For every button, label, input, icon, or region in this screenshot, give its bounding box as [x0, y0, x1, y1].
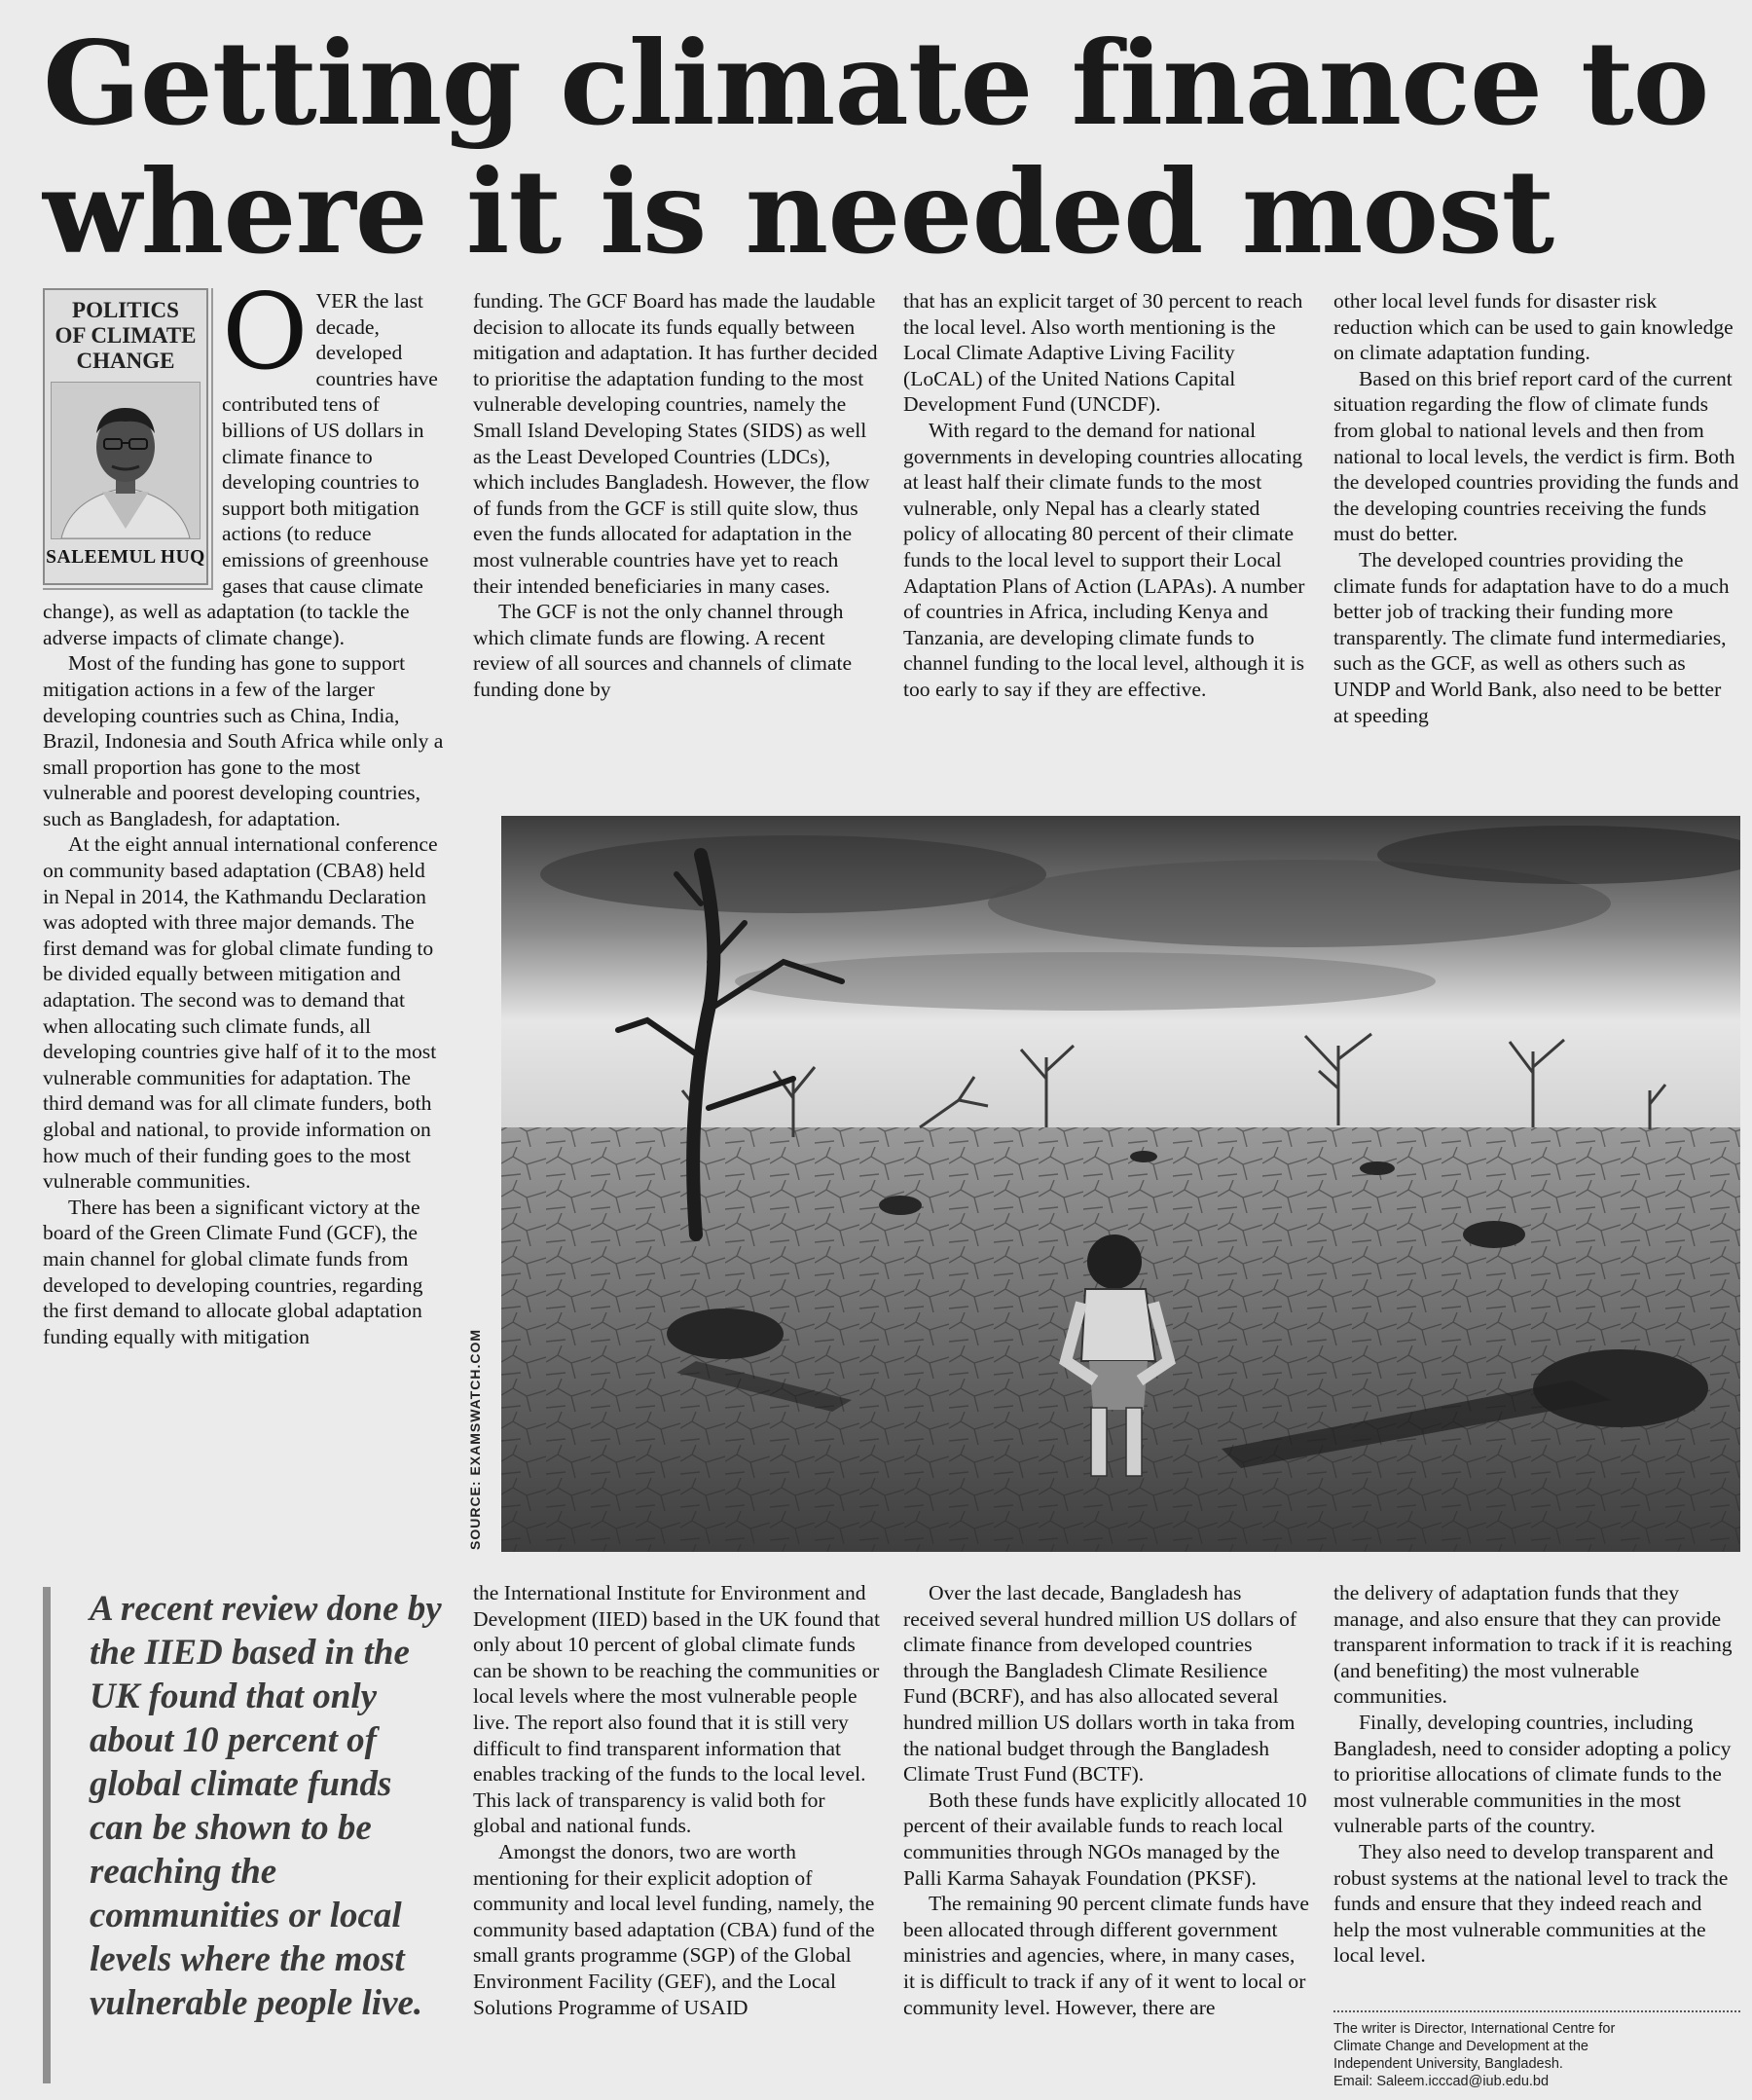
drought-landscape-icon: [501, 816, 1740, 1552]
article-column-3-bottom: [903, 1580, 1310, 2096]
author-photo-icon: [52, 383, 200, 538]
pull-quote: A recent review done by the IIED based in the UK found that only about 10 percent of global climate funds can be shown to be reaching the communities or local levels where the most vulnerable people live.: [43, 1587, 452, 2083]
paragraph: funding. The GCF Board has made the laudable decision to allocate its funds equally between mitigation and adaptation. It has further decided to prioritise the adaptation funding to the most vulnerable developing countries, namely the Small Island Developing States (SIDS) as well as the Least Developed Countries (LDCs), which includes Bangladesh. However, the flow of funds from the GCF is still quite slow, thus even the funds allocated for adaptation in the most vulnerable countries have yet to reach their intended beneficiaries in many cases.: [473, 289, 878, 598]
paragraph: the International Institute for Environment and Development (IIED) based in the UK found that only about 10 percent of global climate funds can be shown to be reaching the communities or local levels where the most vulnerable people live. The report also found that it is still very difficult to find transparent information that enables tracking of the funds to the local level. This lack of transparency is valid both for global and national funds.: [473, 1581, 880, 1838]
drop-cap: O: [222, 288, 309, 393]
paragraph: VER the last decade, developed countries have contributed tens of billions of US dollars in climate finance to developing countries to support both mitigation actions (to reduce emissions of greenhouse gases that cause climate change), as well as adaptation (to tackle the adverse impacts of climate change).: [43, 289, 438, 649]
headline-line-1: Getting climate finance to: [43, 16, 1709, 151]
paragraph: The remaining 90 percent climate funds have been allocated through different government ministries and agencies, where, in many cases, it is difficult to track if any of it went to local or community level. However, there are: [903, 1892, 1309, 2019]
paragraph: The GCF is not the only channel through which climate funds are flowing. A recent review of all sources and channels of climate funding done by: [473, 600, 853, 701]
paragraph: that has an explicit target of 30 percent to reach the local level. Also worth mentioning is the Local Climate Adaptive Living Facility (LoCAL) of the United Nations Capital Development Fund (UNCDF).: [903, 289, 1303, 417]
article-column-1: [43, 288, 444, 1556]
paragraph: With regard to the demand for national governments in developing countries allocating at least half their climate funds to the most vulnerable, only Nepal has a clearly stated policy of allocating 80 percent of their climate funds to the local level to support their Local Adaptation Plans of Action (LAPAs). A number of countries in Africa, including Kenya and Tanzania, are developing climate funds to channel funding to the local level, although it is too early to say if they are effective.: [903, 418, 1305, 701]
article-column-2-bottom: [473, 1580, 880, 2096]
paragraph: At the eight annual international conference on community based adaptation (CBA8) held in Nepal in 2014, the Kathmandu Declaration was adopted with three major demands. The first demand was for global climate funding to be divided equally between mitigation and adaptation. The second was to demand that when allocating such climate funds, all developing countries give half of it to the most vulnerable communities for adaptation. The third demand was for all climate funders, both global and national, to provide information on how much of their funding goes to the most vulnerable communities.: [43, 832, 438, 1194]
author-name: SALEEMUL HUQ: [46, 547, 205, 568]
paragraph: There has been a significant victory at the board of the Green Climate Fund (GCF), the main channel for global climate funds from developed to developing countries, regarding the first demand to allocate global adaptation funding equally with mitigation: [43, 1195, 423, 1348]
paragraph: Over the last decade, Bangladesh has received several hundred million US dollars of climate finance from developed countries through the Bangladesh Climate Resilience Fund (BCRF), and has also allocated several hundred million US dollars worth in taka from the national budget through the Bangladesh Climate Trust Fund (BCTF).: [903, 1581, 1297, 1787]
paragraph: Most of the funding has gone to support mitigation actions in a few of the larger developing countries such as China, India, Brazil, Indonesia and South Africa while only a small proportion has gone to the most vulnerable and poorest developing countries, such as Bangladesh, for adaptation.: [43, 651, 444, 830]
paragraph: Both these funds have explicitly allocated 10 percent of their available funds to reach local communities through NGOs managed by the Palli Karma Sahayak Foundation (PKSF).: [903, 1787, 1307, 1890]
paragraph: The developed countries providing the climate funds for adaptation have to do a much better job of tracking their funding more transparently. The climate fund intermediaries, such as the GCF, as well as others such as UNDP and World Bank, also need to be better at speeding: [1333, 547, 1730, 727]
headline: [43, 16, 1727, 279]
paragraph: the delivery of adaptation funds that they manage, and also ensure that they can provide transparent information to track if it is reaching (and benefiting) the most vulnerable communities.: [1333, 1581, 1733, 1709]
article-column-3-top: [903, 288, 1310, 780]
article-column-2-top: [473, 288, 880, 780]
columnist-box: [43, 288, 208, 585]
headline-line-2: where it is needed most: [43, 144, 1554, 279]
paragraph: Finally, developing countries, including Bangladesh, need to consider adopting a policy to prioritise allocations of climate funds to the most vulnerable communities in the most vulnerable parts of the country.: [1333, 1710, 1732, 1838]
author-note-divider: [1333, 2010, 1740, 2012]
author-note: The writer is Director, International Centre for Climate Change and Development at the Independent University, Bangladesh. Email: Saleem.icccad@iub.edu.bd: [1333, 2020, 1740, 2090]
paragraph: Based on this brief report card of the current situation regarding the flow of climate funds from global to national levels and then from national to local levels, the verdict is firm. Both the developed countries providing the funds and the developing countries receiving the funds must do better.: [1333, 366, 1739, 546]
article-column-4-top: [1333, 288, 1740, 780]
photo-credit: SOURCE: EXAMSWATCH.COM: [467, 1328, 483, 1550]
author-email: Email: Saleem.icccad@iub.edu.bd: [1333, 2074, 1550, 2089]
column-series-title: POLITICS OF CLIMATE CHANGE: [55, 298, 197, 373]
article-column-4-bottom: [1333, 1580, 1740, 2008]
article-photo: [501, 816, 1740, 1552]
paragraph: They also need to develop transparent and robust systems at the national level to track the funds and ensure that they indeed reach and help the most vulnerable communities at the local level.: [1333, 1839, 1729, 1968]
author-portrait: [51, 382, 201, 539]
paragraph: other local level funds for disaster risk reduction which can be used to gain knowledge on climate adaptation funding.: [1333, 289, 1734, 365]
paragraph: Amongst the donors, two are worth mentioning for their explicit adoption of community and local level funding, namely, the community based adaptation (CBA) fund of the small grants programme (SGP) of the Global Environment Facility (GEF), and the Local Solutions Programme of USAID: [473, 1839, 875, 2019]
